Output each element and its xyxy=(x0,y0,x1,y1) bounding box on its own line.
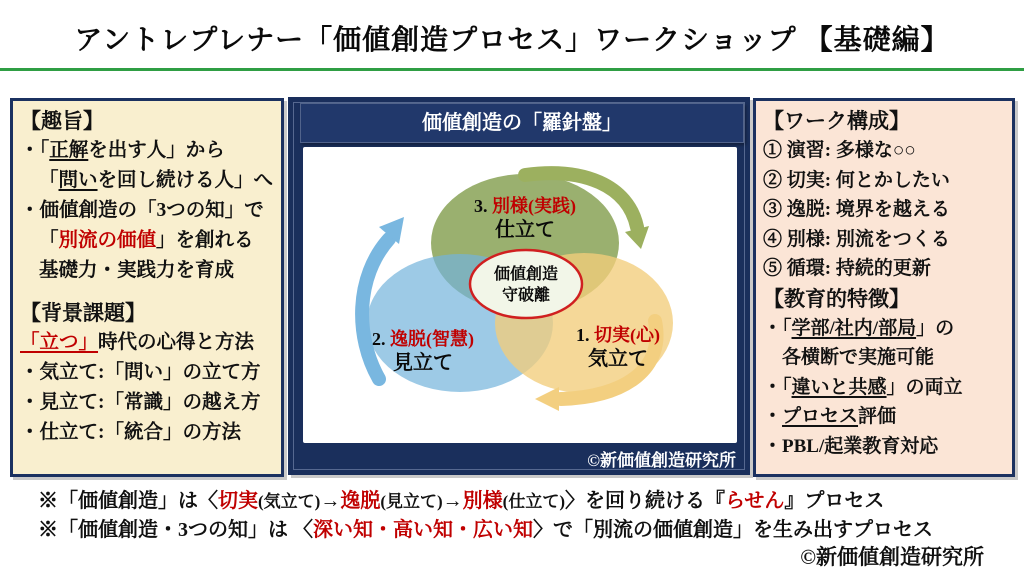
practice-sub: 仕立て xyxy=(495,218,555,241)
wisdom-term: 逸脱(智慧) xyxy=(390,329,474,349)
core-line1: 価値創造 xyxy=(493,266,558,283)
purpose-line: 基礎力・実践力を育成 xyxy=(39,260,235,281)
compass-copyright: ©新価値創造研究所 xyxy=(587,451,736,470)
background-line: ・気立て:「問い」の立て方 xyxy=(20,362,261,383)
section-gap xyxy=(20,286,274,298)
edu-features-heading: 【教育的特徴】 xyxy=(763,286,910,311)
purpose-line: 「問いを回し続ける人」へ xyxy=(39,170,274,191)
purpose-line: ・「正解を出す人」から xyxy=(20,140,225,161)
wisdom-number: 2. xyxy=(372,329,386,349)
work-structure-heading: 【ワーク構成】 xyxy=(763,109,910,133)
heart-sub: 気立て xyxy=(588,347,648,370)
purpose-line: 「別流の価値」を創れる xyxy=(39,230,254,251)
work-step: ① 演習: 多様な○○ xyxy=(763,140,916,161)
venn-diagram xyxy=(303,147,737,443)
purpose-heading: 【趣旨】 xyxy=(20,109,104,133)
edu-feature: ・プロセス評価 xyxy=(763,406,897,427)
edu-feature: ・「違いと共感」の両立 xyxy=(763,376,963,398)
venn-label-practice xyxy=(414,195,636,243)
practice-term: 別様(実践) xyxy=(492,196,576,216)
compass-title: 価値創造の「羅針盤」 xyxy=(300,103,744,143)
work-step: ④ 別様: 別流をつくる xyxy=(763,228,950,250)
compass-panel xyxy=(288,97,750,475)
work-step: ② 切実: 何とかしたい xyxy=(763,169,950,191)
heart-number: 1. xyxy=(576,325,590,345)
background-heading: 【背景課題】 xyxy=(20,301,146,325)
page-title: アントレプレナー「価値創造プロセス」ワークショップ 【基礎編】 xyxy=(74,25,950,56)
wisdom-sub: 見立て xyxy=(393,351,453,374)
purpose-panel xyxy=(10,98,284,477)
edu-feature: 各横断で実施可能 xyxy=(782,347,935,368)
footer-note-1: ※「価値創造」は〈切実(気立て)→逸脱(見立て)→別様(仕立て)〉を回り続ける『らせん』プロセス xyxy=(38,490,885,512)
edu-feature: ・「学部/社内/部局」の xyxy=(763,317,955,339)
core-line2: 守破離 xyxy=(501,287,550,304)
work-step: ③ 逸脱: 境界を越える xyxy=(763,199,950,220)
background-line: 「立つ」時代の心得と方法 xyxy=(20,332,255,353)
work-structure-panel xyxy=(753,98,1015,477)
edu-feature: ・PBL/起業教育対応 xyxy=(763,435,939,457)
background-line: ・見立て:「常識」の越え方 xyxy=(20,392,261,413)
practice-number: 3. xyxy=(474,196,488,216)
venn-label-core xyxy=(460,264,592,306)
footer-note-2: ※「価値創造・3つの知」は 〈深い知・高い知・広い知〉で「別流の価値創造」を生み出すプロセス xyxy=(38,519,933,541)
title-divider xyxy=(0,68,1024,71)
footer-copyright: ©新価値創造研究所 xyxy=(800,545,984,569)
background-line: ・仕立て:「統合」の方法 xyxy=(20,422,241,443)
venn-label-heart xyxy=(521,324,715,372)
work-step: ⑤ 循環: 持続的更新 xyxy=(763,258,931,279)
heart-term: 切実(心) xyxy=(594,325,660,345)
venn-label-wisdom xyxy=(323,328,523,376)
purpose-line: ・価値創造の「3つの知」で xyxy=(20,200,264,221)
